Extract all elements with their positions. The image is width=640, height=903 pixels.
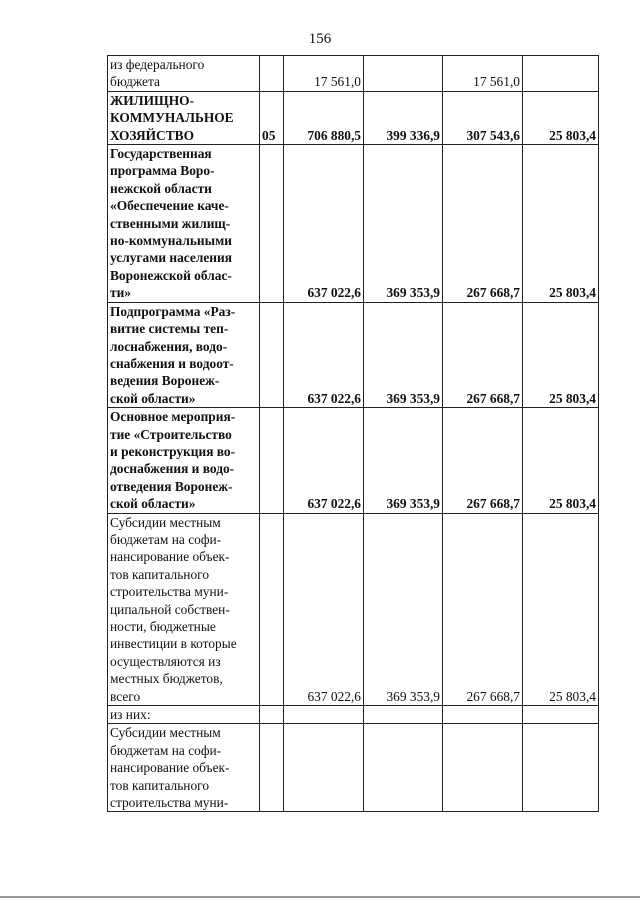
row-name-line: инвестиции в которые [110, 636, 237, 652]
row-name-line: тов капитального [110, 566, 210, 582]
row-name-cell [108, 706, 260, 724]
amount-cell: 267 668,7 [443, 513, 523, 705]
row-name-line: из них: [110, 707, 151, 723]
row-name-line: услугами населения [110, 250, 232, 266]
row-name-line: витие системы теп- [110, 321, 229, 337]
section-code-cell [260, 724, 284, 812]
row-name-line: Основное мероприя- [110, 409, 236, 425]
row-name-line: местных бюджетов, [110, 671, 223, 687]
row-name-cell [108, 724, 260, 812]
amount-cell: 17 561,0 [443, 56, 523, 92]
table-row [108, 408, 599, 513]
amount-cell [364, 56, 443, 92]
amount-cell: 25 803,4 [523, 302, 599, 407]
row-name-line: строительства муни- [110, 584, 229, 600]
table-row [108, 145, 599, 303]
amount-cell: 25 803,4 [523, 408, 599, 513]
amount-cell: 25 803,4 [523, 513, 599, 705]
row-name-line: лоснабжения, водо- [110, 338, 228, 354]
amount-cell [523, 56, 599, 92]
amount-cell: 399 336,9 [364, 91, 443, 144]
row-name-line: тие «Строительство [110, 426, 232, 442]
section-code-cell: 05 [260, 91, 284, 144]
row-name-line: осуществляются из [110, 653, 221, 669]
row-name-line: ведения Воронеж- [110, 373, 220, 389]
row-name-line: ти» [110, 285, 131, 301]
amount-cell [443, 724, 523, 812]
row-name-line: Государственная [110, 146, 212, 162]
amount-cell: 25 803,4 [523, 91, 599, 144]
row-name-line: всего [110, 688, 141, 704]
row-name-line: тов капитального [110, 777, 210, 793]
row-name-line: ской области» [110, 390, 196, 406]
table-row [108, 302, 599, 407]
row-name-line: программа Воро- [110, 163, 215, 179]
row-name-cell [108, 145, 260, 303]
row-name-line: нежской области [110, 180, 212, 196]
amount-cell: 267 668,7 [443, 302, 523, 407]
amount-cell: 637 022,6 [284, 145, 364, 303]
amount-cell [284, 706, 364, 724]
budget-table [107, 55, 599, 812]
row-name-line: ской области» [110, 496, 196, 512]
row-name-line: но-коммунальными [110, 233, 232, 249]
row-name-line: ности, бюджетные [110, 619, 216, 634]
row-name-line: нансирование объек- [110, 760, 230, 776]
amount-cell [364, 724, 443, 812]
amount-cell: 25 803,4 [523, 145, 599, 303]
row-name-cell [108, 408, 260, 513]
row-name-line: снабжения и водоот- [110, 355, 234, 371]
row-name-line: Воронежской облас- [110, 267, 232, 283]
section-code-cell [260, 408, 284, 513]
amount-cell: 369 353,9 [364, 408, 443, 513]
row-name-line: ХОЗЯЙСТВО [110, 127, 194, 143]
amount-cell: 637 022,6 [284, 513, 364, 705]
table-row [108, 706, 599, 724]
page-number: 156 [308, 31, 332, 47]
amount-cell: 369 353,9 [364, 145, 443, 303]
row-name-cell [108, 513, 260, 705]
amount-cell [284, 724, 364, 812]
row-name-line: Субсидии местным [110, 725, 221, 741]
section-code-cell [260, 145, 284, 303]
row-name-line: отведения Воронеж- [110, 478, 233, 494]
amount-cell [523, 706, 599, 724]
table-row [108, 56, 599, 92]
amount-cell: 267 668,7 [443, 145, 523, 303]
page-bottom-edge [0, 896, 640, 898]
amount-cell [364, 706, 443, 724]
amount-cell: 637 022,6 [284, 302, 364, 407]
row-name-line: бюджета [110, 74, 160, 90]
section-code-cell [260, 56, 284, 92]
section-code-cell [260, 706, 284, 724]
row-name-line: Субсидии местным [110, 514, 221, 530]
row-name-line: бюджетам на софи- [110, 742, 222, 758]
table-row [108, 513, 599, 705]
row-name-cell [108, 302, 260, 407]
row-name-line: строительства муни- [110, 795, 229, 811]
row-name-cell [108, 91, 260, 144]
amount-cell: 17 561,0 [284, 56, 364, 92]
row-name-line: доснабжения и водо- [110, 461, 235, 477]
table-row [108, 91, 599, 144]
section-code-cell [260, 302, 284, 407]
row-name-line: и реконструкция во- [110, 443, 236, 459]
amount-cell: 706 880,5 [284, 91, 364, 144]
table-row [108, 724, 599, 812]
row-name-line: «Обеспечение каче- [110, 198, 229, 214]
amount-cell [523, 724, 599, 812]
row-name-line: ственными жилищ- [110, 215, 231, 231]
row-name-line: Подпрограмма «Раз- [110, 303, 236, 319]
amount-cell: 307 543,6 [443, 91, 523, 144]
amount-cell: 267 668,7 [443, 408, 523, 513]
row-name-cell [108, 56, 260, 92]
amount-cell [443, 706, 523, 724]
row-name-line: из федерального [110, 57, 205, 72]
amount-cell: 369 353,9 [364, 513, 443, 705]
amount-cell: 369 353,9 [364, 302, 443, 407]
row-name-line: ципальной собствен- [110, 601, 230, 617]
row-name-line: ЖИЛИЩНО- [110, 92, 195, 108]
row-name-line: бюджетам на софи- [110, 531, 222, 547]
amount-cell: 637 022,6 [284, 408, 364, 513]
section-code-cell [260, 513, 284, 705]
row-name-line: КОММУНАЛЬНОЕ [110, 110, 234, 126]
row-name-line: нансирование объек- [110, 549, 230, 565]
